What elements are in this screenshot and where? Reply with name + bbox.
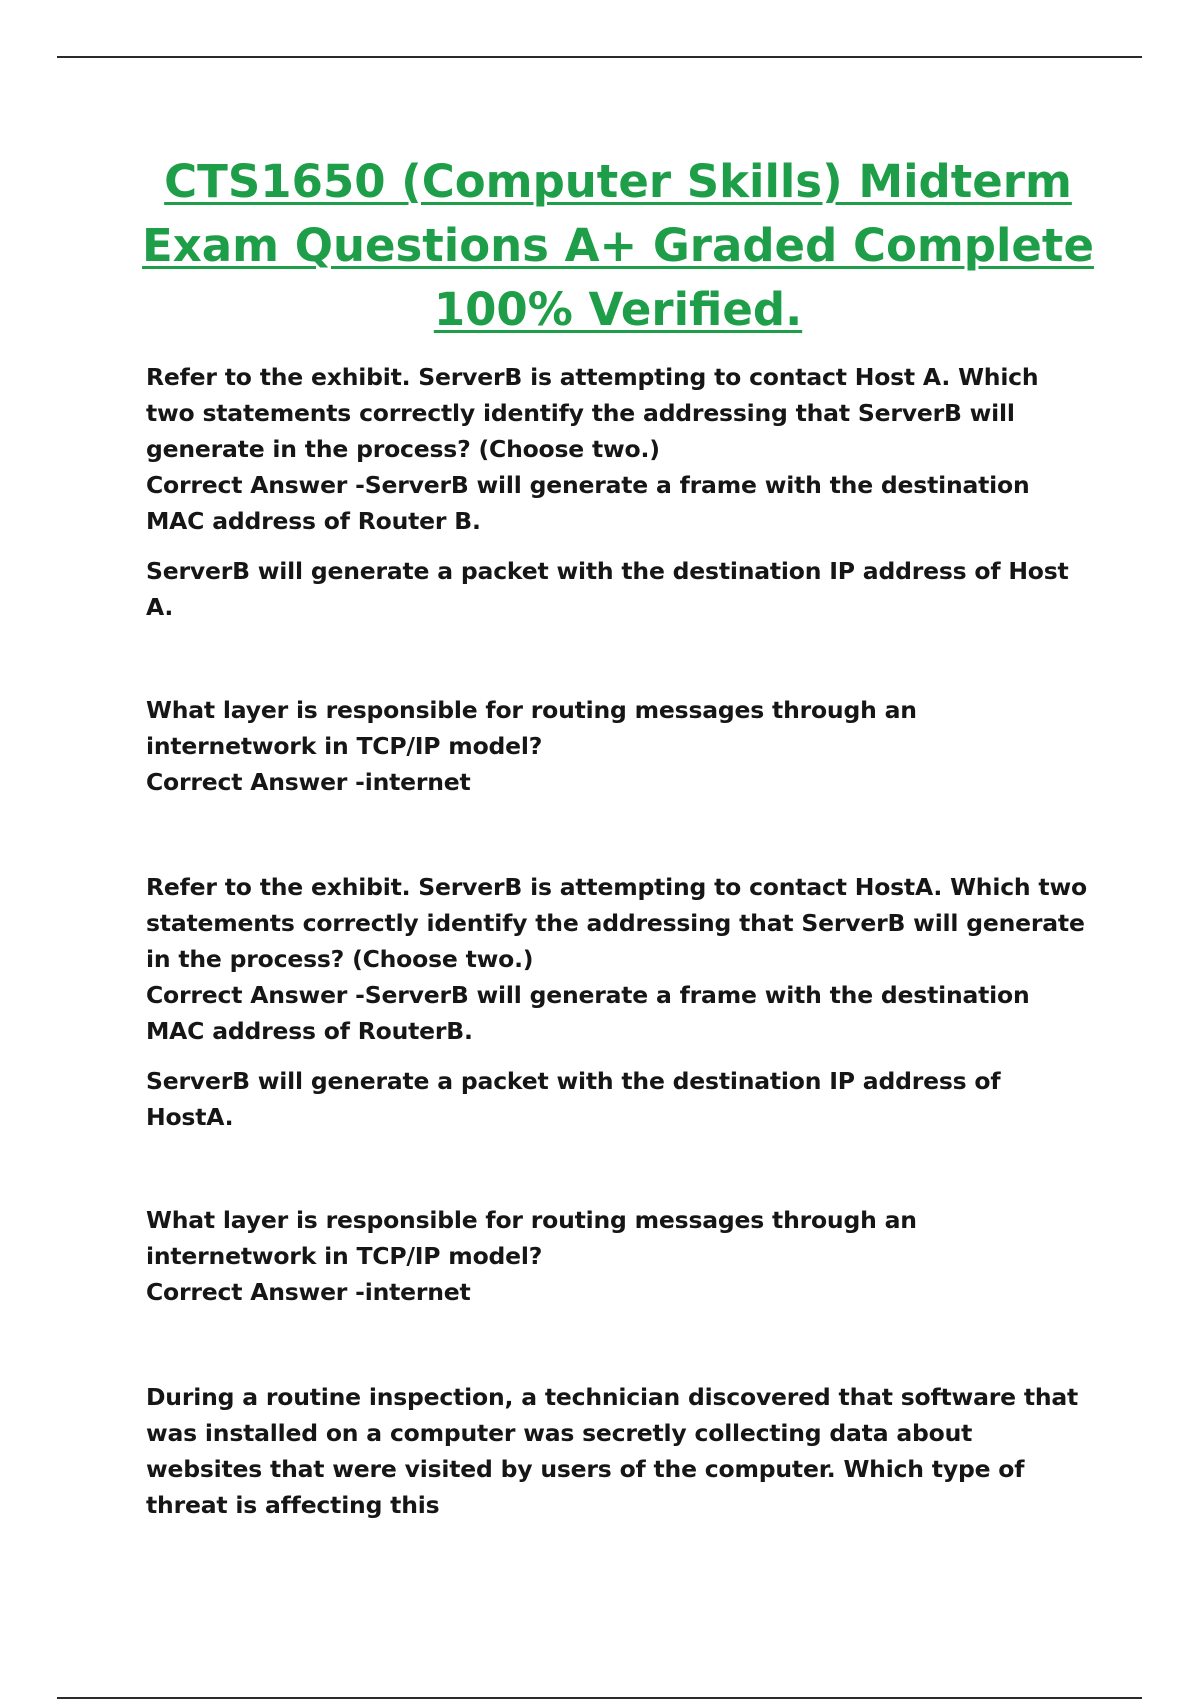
question-text: Refer to the exhibit. ServerB is attempting to contact HostA. Which two statements correctly identify the addressing that ServerB will generate in the process? (Choose two.) (146, 873, 1087, 973)
answer-text: Correct Answer -internet (146, 768, 471, 796)
spacer (146, 625, 1091, 692)
qa-item (146, 869, 1091, 1135)
answer-text: Correct Answer -ServerB will generate a frame with the destination MAC address of Router B. (146, 471, 1030, 535)
title-line-1: CTS1650 (Computer Skills) Midterm (164, 155, 1072, 208)
qa-item (146, 1379, 1091, 1523)
spacer (146, 800, 1091, 869)
bottom-rule (57, 1697, 1142, 1699)
qa-item (146, 1202, 1091, 1310)
answer-text: Correct Answer -internet (146, 1278, 471, 1306)
title-line-3: 100% Verified. (433, 283, 803, 336)
top-rule (57, 56, 1142, 58)
document-body (146, 359, 1091, 1523)
document-title (120, 150, 1116, 342)
question-text: What layer is responsible for routing messages through an internetwork in TCP/IP model? (146, 1206, 917, 1270)
title-line-2: Exam Questions A+ Graded Complete (142, 219, 1094, 272)
spacer (146, 1310, 1091, 1379)
answer-text: Correct Answer -ServerB will generate a frame with the destination MAC address of RouterB. (146, 981, 1030, 1045)
qa-item (146, 692, 1091, 800)
answer-extra-text: ServerB will generate a packet with the destination IP address of Host A. (146, 557, 1069, 621)
question-text: Refer to the exhibit. ServerB is attempting to contact Host A. Which two statements correctly identify the addressing that ServerB will generate in the process? (Choose two.) (146, 363, 1039, 463)
answer-extra-text: ServerB will generate a packet with the destination IP address of HostA. (146, 1067, 1001, 1131)
spacer (146, 1135, 1091, 1202)
question-text: During a routine inspection, a technician discovered that software that was installed on a computer was secretly collecting data about websites that were visited by users of the computer. Which type of threat is affecting this (146, 1383, 1079, 1519)
question-text: What layer is responsible for routing messages through an internetwork in TCP/IP model? (146, 696, 917, 760)
qa-item (146, 359, 1091, 625)
